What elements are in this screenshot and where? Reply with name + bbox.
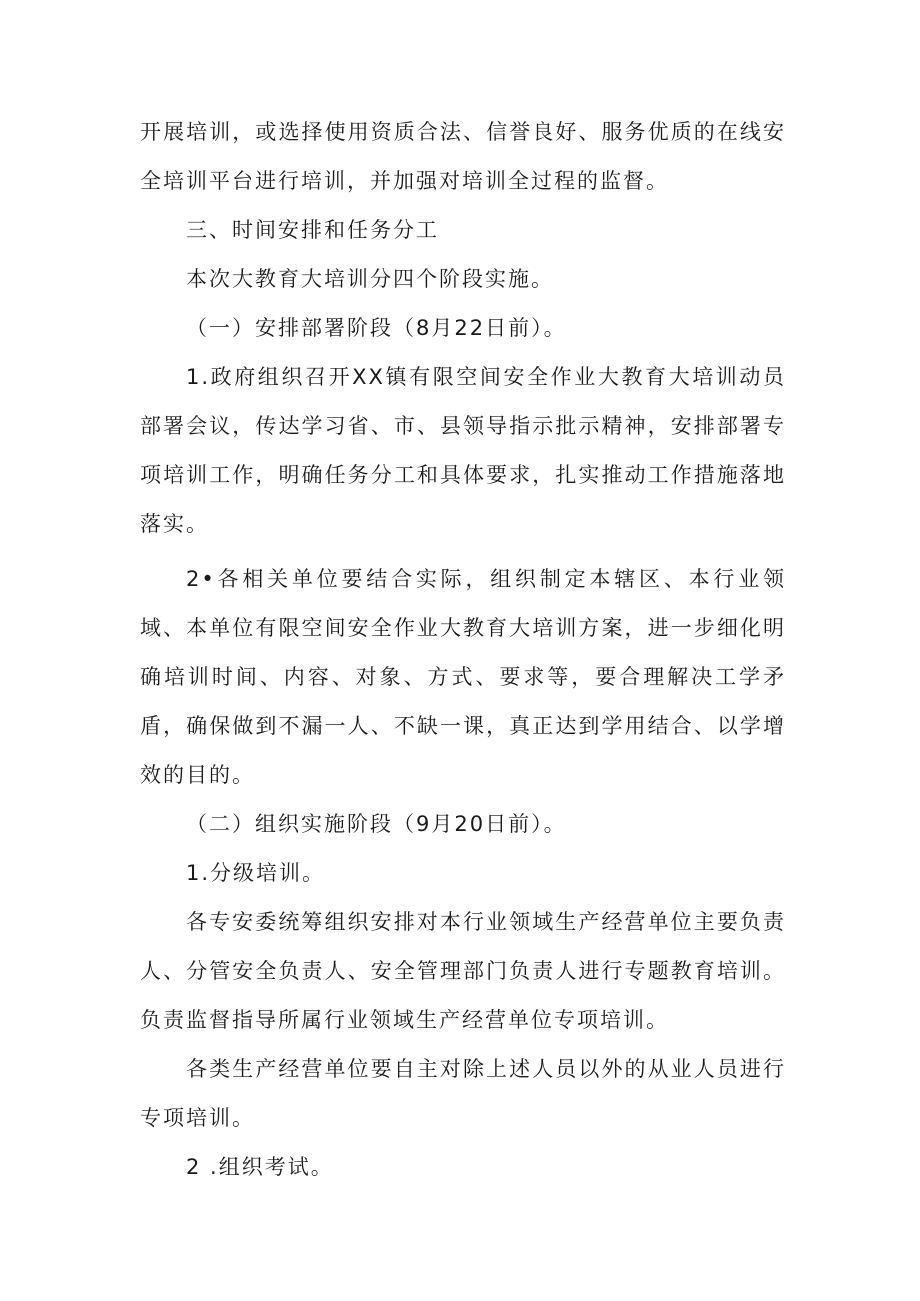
paragraph-exam: 2 .组织考试。 — [186, 1155, 334, 1179]
paragraph-unit-training: 各类生产经营单位要自主对除上述人员以外的从业人员进行专项培训。 — [140, 1057, 786, 1130]
subheading-stage-one: （一）安排部署阶段（8月22日前）。 — [186, 316, 567, 340]
section-heading-schedule: 三、时间安排和任务分工 — [186, 218, 439, 242]
document-body — [140, 108, 786, 1192]
paragraph-item-2: 2•各相关单位要结合实际，组织制定本辖区、本行业领域、本单位有限空间安全作业大教育大培训方案，进一步细化明确培训时间、内容、对象、方式、要求等，要合理解决工学矛盾，确保做到不漏一人、不缺一课，真正达到学用结合、以学增效的目的。 — [140, 567, 786, 787]
paragraph-graded-training: 1.分级培训。 — [186, 861, 326, 885]
paragraph-continuation: 开展培训，或选择使用资质合法、信誉良好、服务优质的在线安全培训平台进行培训，并加强对培训全过程的监督。 — [140, 120, 786, 193]
paragraph-committee-training: 各专安委统筹组织安排对本行业领域生产经营单位主要负责人、分管安全负责人、安全管理部门负责人进行专题教育培训。负责监督指导所属行业领域生产经营单位专项培训。 — [140, 910, 786, 1032]
subheading-stage-two: （二）组织实施阶段（9月20日前）。 — [186, 812, 567, 836]
paragraph-stages-intro: 本次大教育大培训分四个阶段实施。 — [186, 267, 554, 291]
paragraph-item-1: 1.政府组织召开XX镇有限空间安全作业大教育大培训动员部署会议，传达学习省、市、县领导指示批示精神，安排部署专项培训工作，明确任务分工和具体要求，扎实推动工作措施落地落实。 — [140, 365, 786, 536]
